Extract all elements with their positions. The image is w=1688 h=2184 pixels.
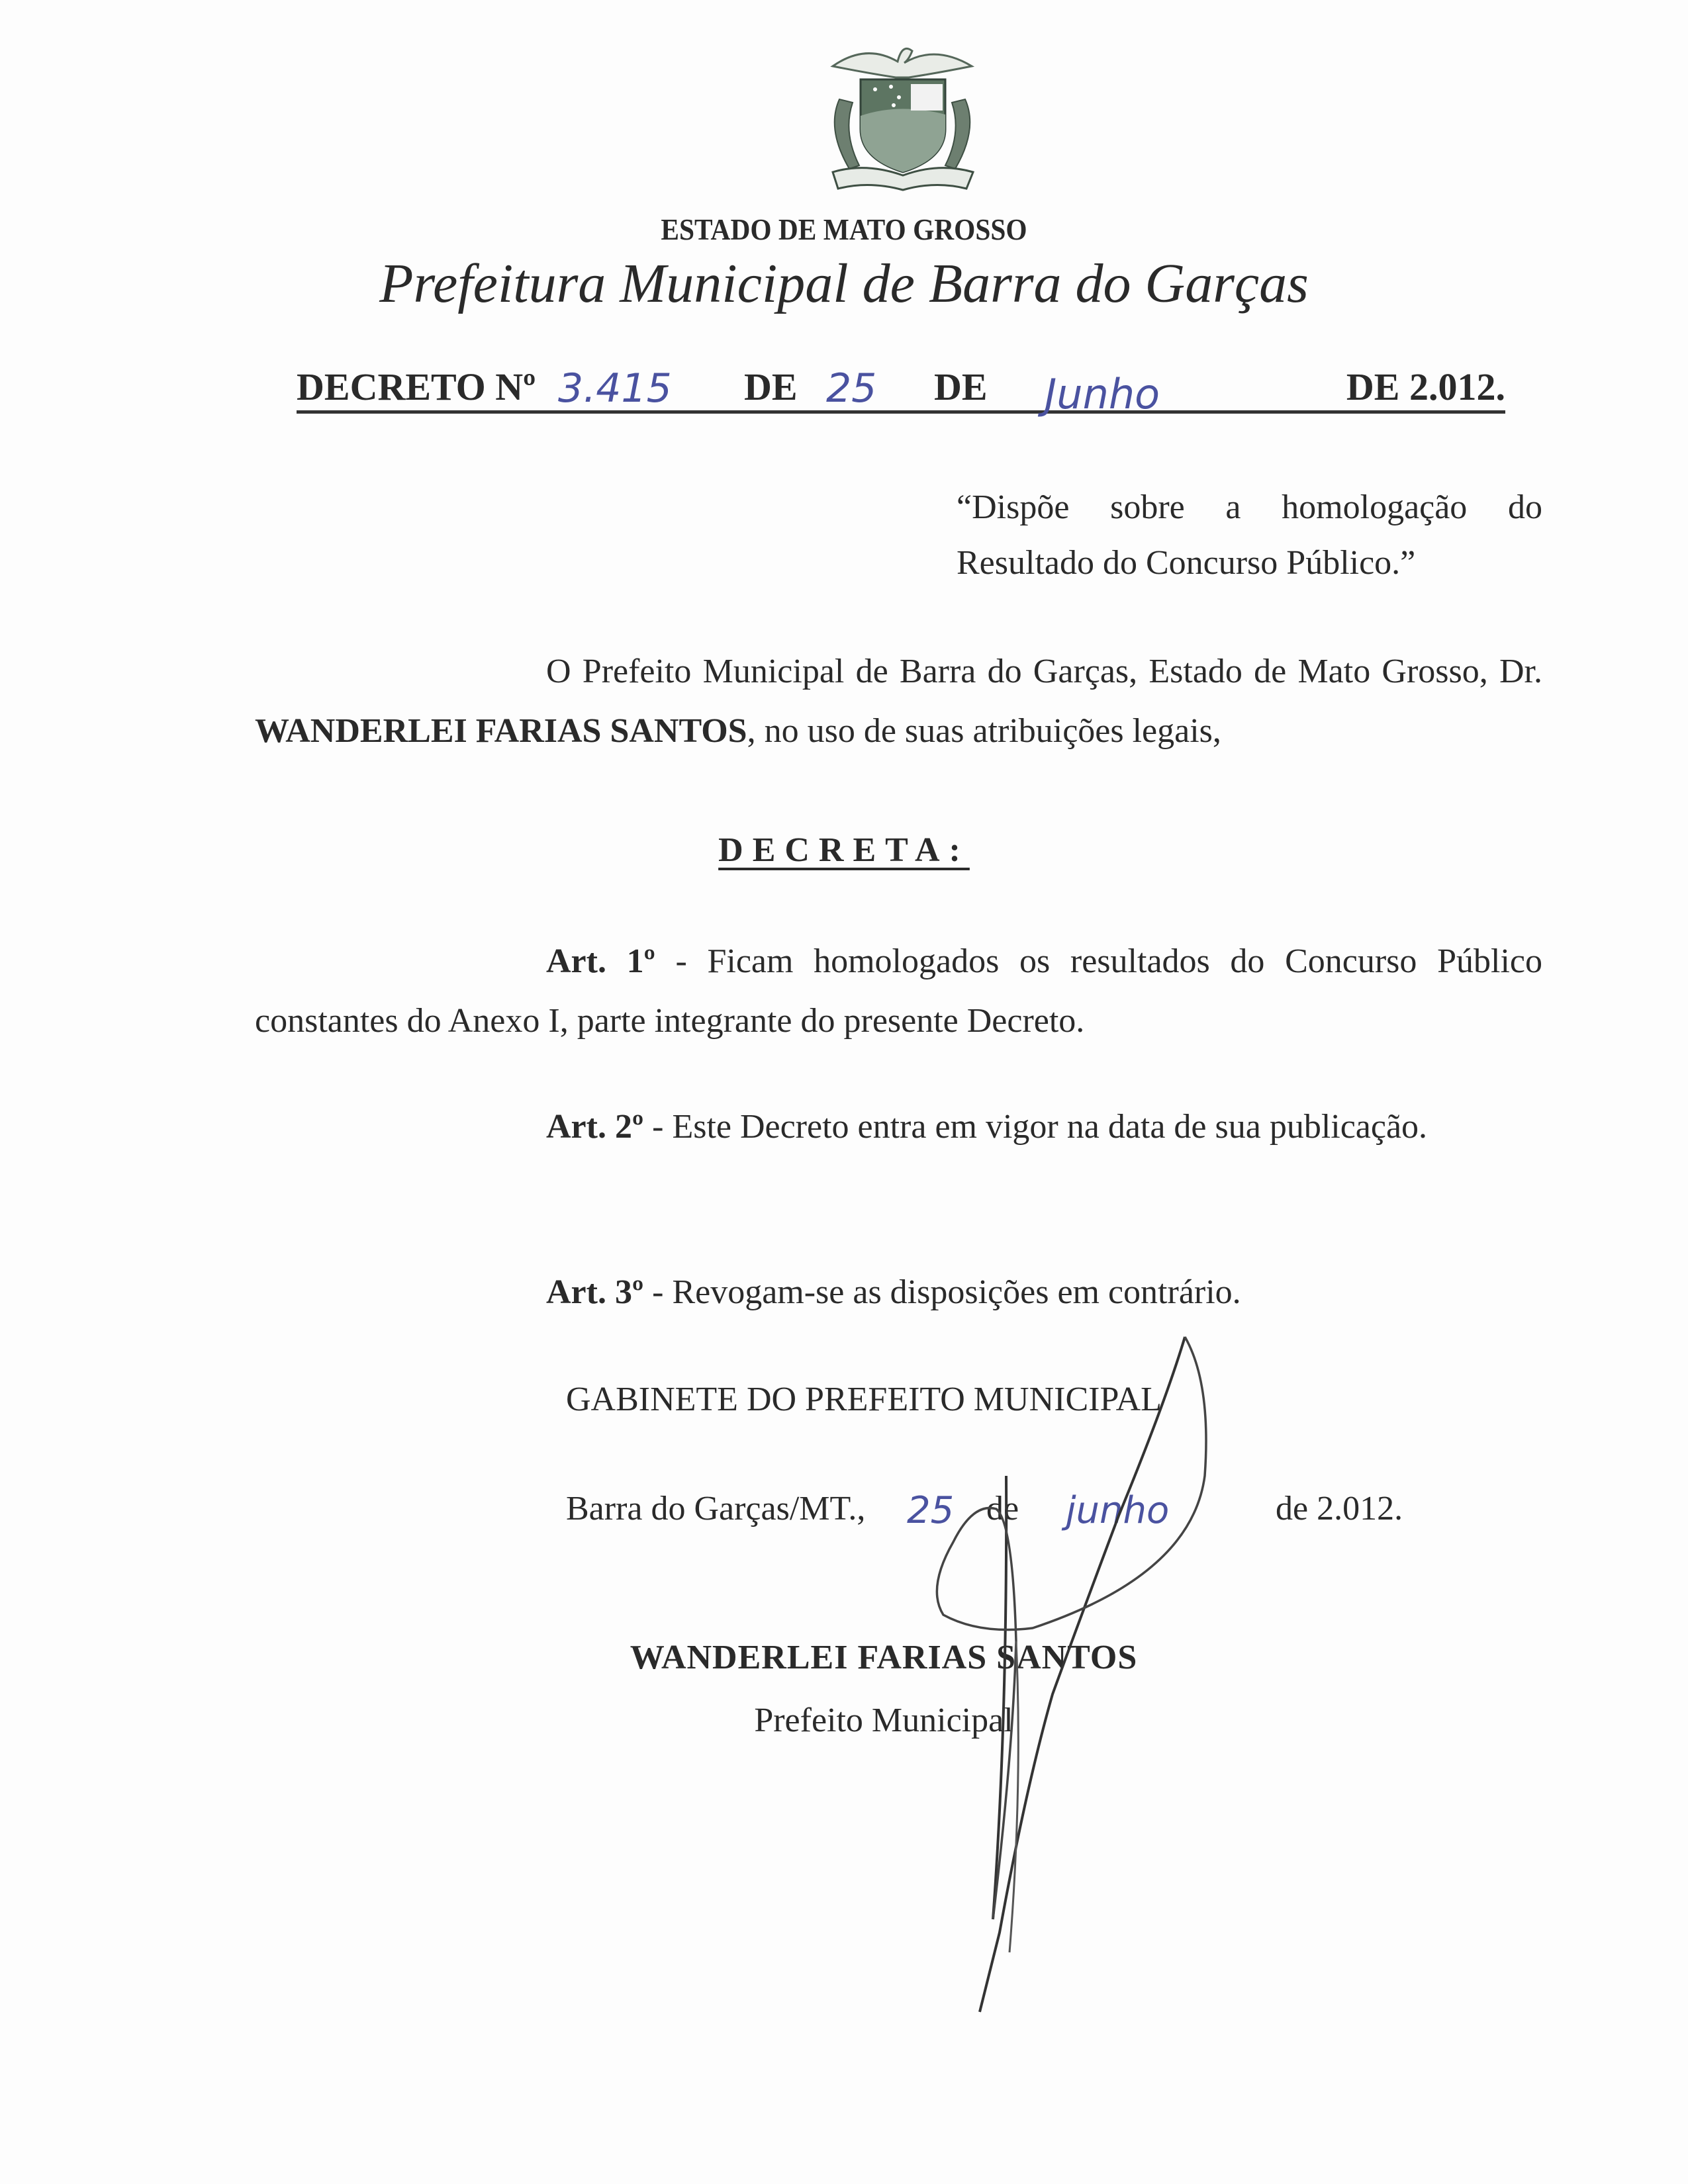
decree-year: DE 2.012. [1346,365,1505,408]
article-1-text: - Ficam homologados os resultados do Concurso Público constantes do Anexo I, parte integrante do presente Decreto. [255,942,1542,1040]
closing-month-handwritten: junho [1066,1489,1170,1532]
municipal-crest-logo [820,36,985,195]
article-1 [255,932,1542,1051]
closing-day-handwritten: 25 [907,1489,955,1532]
closing-date-line [566,1489,1427,1535]
signatory-name: WANDERLEI FARIAS SANTOS [630,1639,1138,1676]
article-3-text: - Revogam-se as disposições em contrário. [643,1273,1241,1311]
article-2-label: Art. 2º [546,1108,644,1146]
article-3 [255,1263,1542,1322]
signatory-role: Prefeito Municipal [754,1702,1013,1739]
article-3-label: Art. 3º [546,1273,644,1311]
decree-day-handwritten: 25 [826,365,877,412]
article-1-label: Art. 1º [546,942,655,980]
preamble-mayor-name: WANDERLEI FARIAS SANTOS [255,712,747,750]
decree-title [297,357,1505,418]
closing-office: GABINETE DO PREFEITO MUNICIPAL [566,1381,1162,1418]
preamble [255,642,1542,761]
closing-place: Barra do Garças/MT., [566,1490,866,1527]
decreta-heading [0,831,1688,870]
decreta-text: DECRETA: [718,831,970,869]
decree-de-1: DE [744,365,798,408]
decree-prefix: DECRETO Nº [297,365,536,408]
decree-month-handwritten: Junho [1045,370,1160,418]
handwritten-signature [880,1324,1251,2052]
decree-number-handwritten: 3.415 [558,365,672,412]
preamble-text-after: , no uso de suas atribuições legais, [747,712,1221,750]
decree-de-2: DE [934,365,988,408]
state-heading: ESTADO DE MATO GROSSO [661,212,1027,246]
closing-year: de 2.012. [1276,1490,1403,1527]
article-2 [255,1097,1542,1157]
preamble-text-before: O Prefeito Municipal de Barra do Garças, Estado de Mato Grosso, Dr. [546,653,1542,690]
epigraph: “Dispõe sobre a homologação do Resultado do Concurso Público.” [957,488,1542,582]
closing-de: de [986,1490,1019,1527]
article-2-text: - Este Decreto entra em vigor na data de sua publicação. [643,1108,1428,1146]
prefecture-heading: Prefeitura Municipal de Barra do Garças [379,253,1309,314]
